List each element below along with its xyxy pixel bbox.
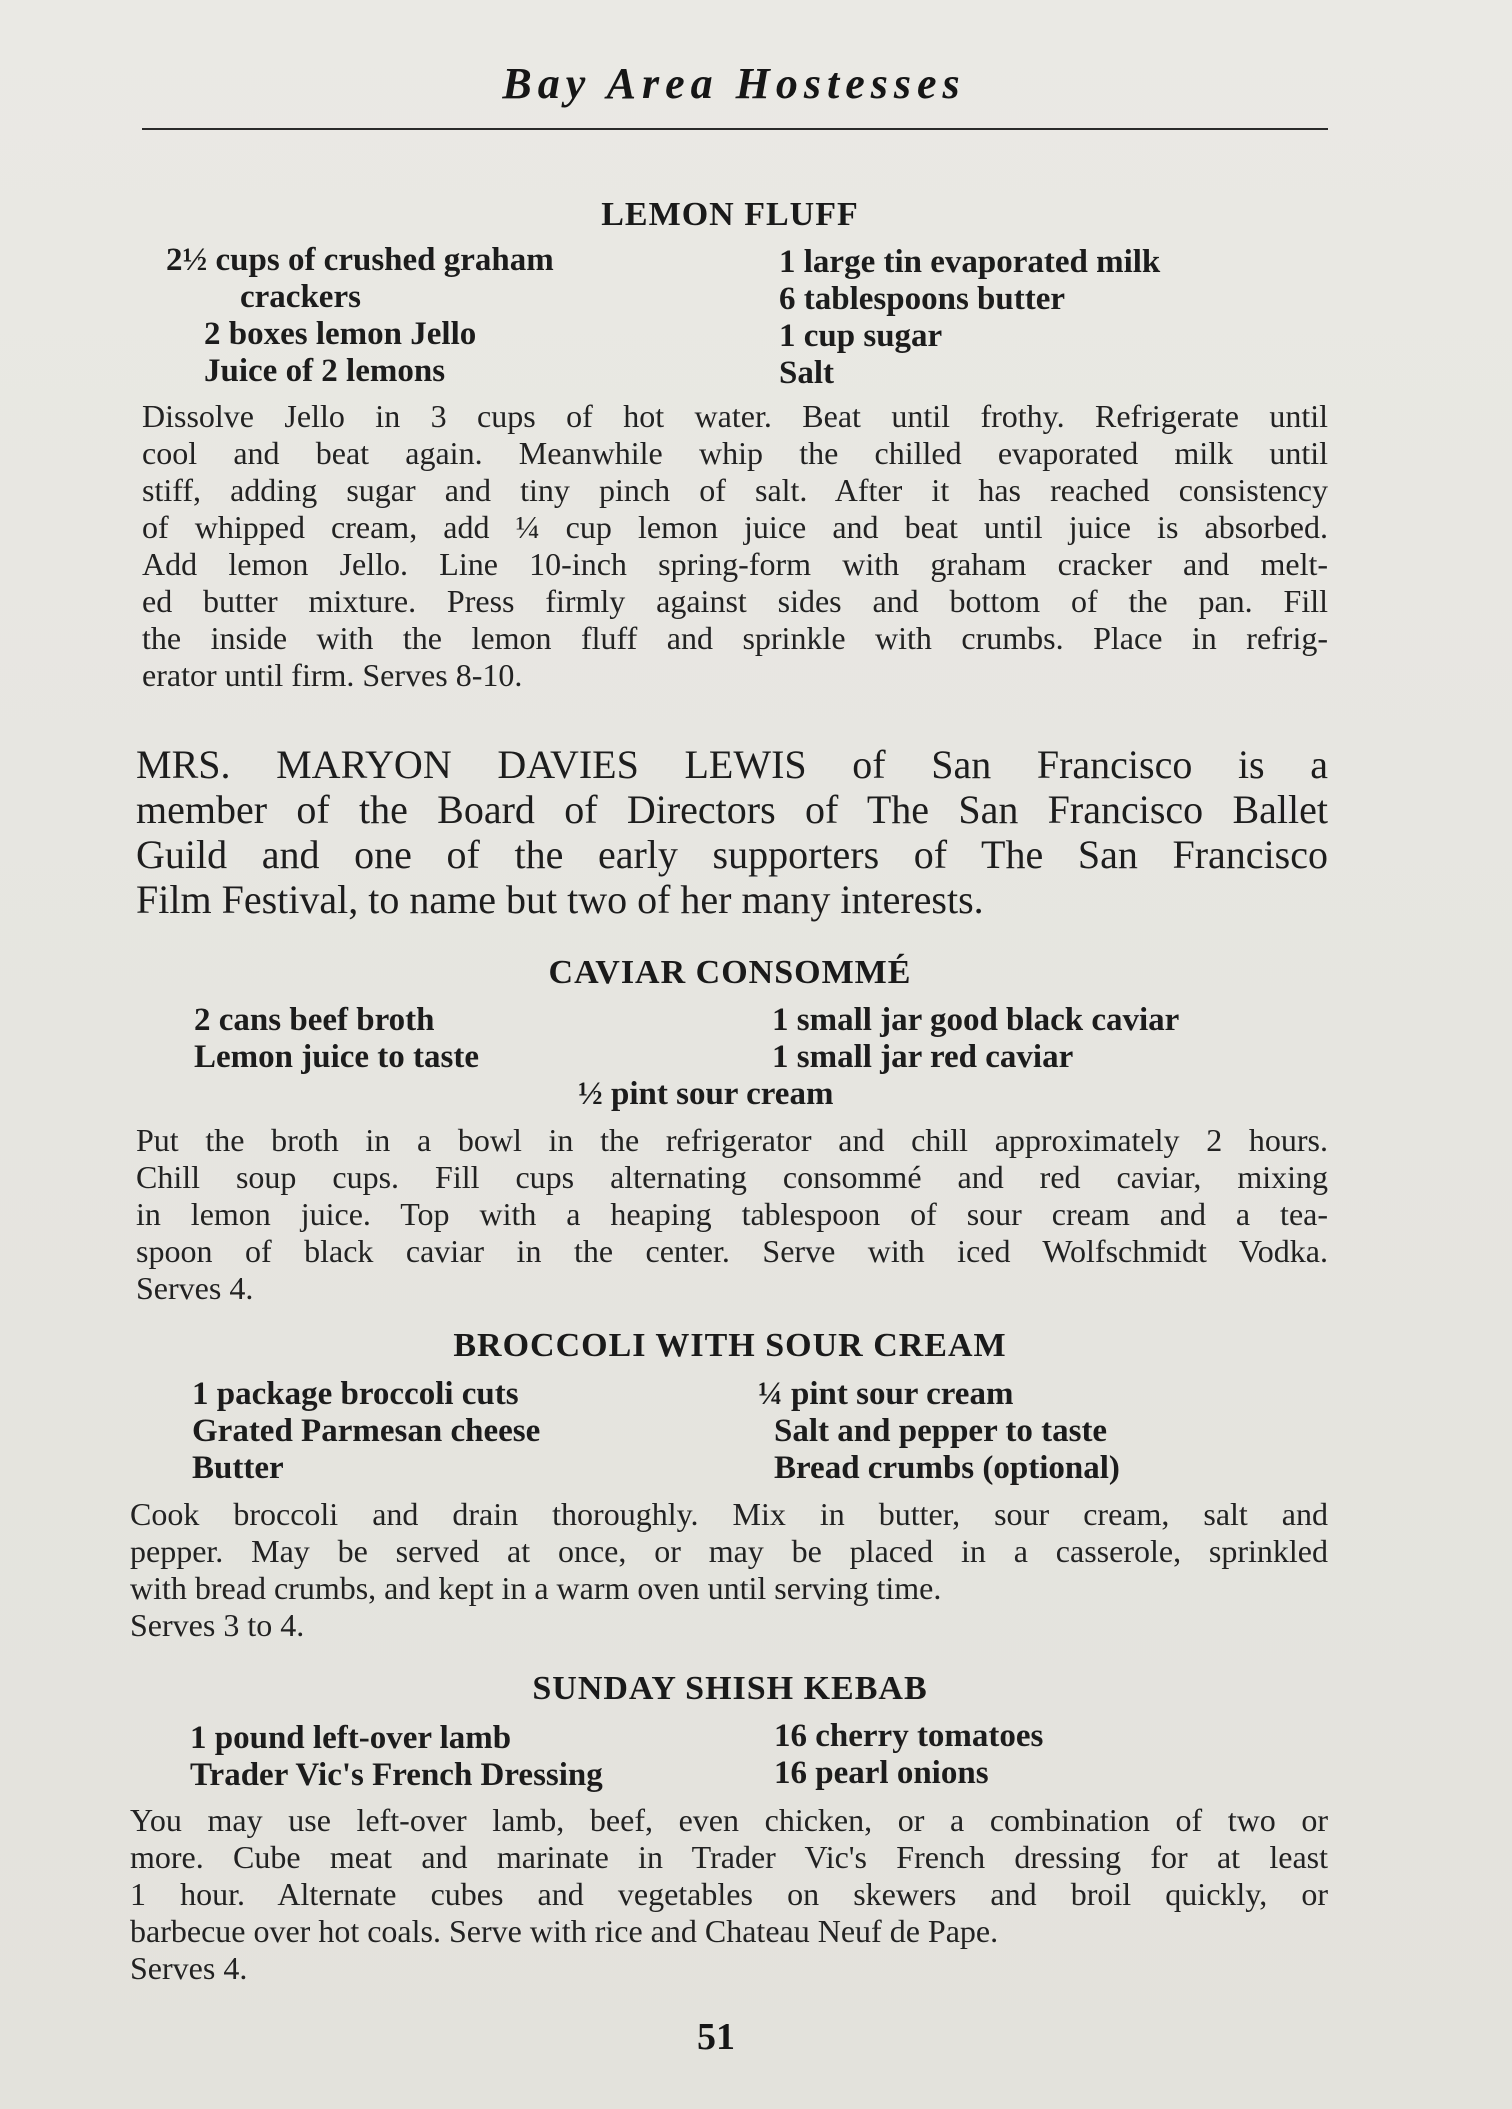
ingredients-left-broccoli (192, 1376, 540, 1487)
ingredient: 16 cherry tomatoes (774, 1718, 1044, 1754)
ingredients-right-broccoli (758, 1376, 1120, 1487)
direction-line: in lemon juice. Top with a heaping tablespoon of sour cream and a tea- (136, 1196, 1328, 1232)
recipe-title-caviar-consomme: CAVIAR CONSOMMÉ (548, 954, 912, 991)
ingredient: 2½ cups of crushed graham (166, 242, 554, 278)
direction-line: ed butter mixture. Press firmly against sides and bottom of the pan. Fill (142, 583, 1328, 619)
ingredient: ¼ pint sour cream (758, 1376, 1014, 1412)
ingredients-left-shish-kebab (190, 1720, 603, 1794)
ingredient: Butter (192, 1450, 284, 1486)
intro-line: MRS. MARYON DAVIES LEWIS of San Francisco is a (136, 742, 1328, 787)
recipe-title-lemon-fluff: LEMON FLUFF (601, 196, 859, 233)
ingredients-left-caviar-consomme (194, 1002, 479, 1076)
direction-line: more. Cube meat and marinate in Trader Vic's French dressing for at least (130, 1839, 1328, 1875)
directions-broccoli (130, 1496, 1328, 1644)
page-number: 51 (697, 2016, 735, 2058)
recipe-title-shish-kebab: SUNDAY SHISH KEBAB (532, 1670, 928, 1707)
intro-line: member of the Board of Directors of The San Francisco Ballet (136, 787, 1328, 832)
direction-line: with bread crumbs, and kept in a warm oven until serving time. (130, 1570, 942, 1606)
ingredient: Juice of 2 lemons (204, 353, 446, 389)
direction-line: stiff, adding sugar and tiny pinch of salt. After it has reached consistency (142, 472, 1328, 508)
direction-line: Chill soup cups. Fill cups alternating consommé and red caviar, mixing (136, 1159, 1328, 1195)
direction-line: Serves 3 to 4. (130, 1607, 305, 1643)
intro-line: Film Festival, to name but two of her many interests. (136, 877, 984, 922)
ingredient: 1 package broccoli cuts (192, 1376, 519, 1412)
ingredients-right-shish-kebab (774, 1718, 1043, 1792)
direction-line: the inside with the lemon fluff and sprinkle with crumbs. Place in refrig- (142, 620, 1328, 656)
ingredient: 1 small jar good black caviar (772, 1002, 1180, 1038)
direction-line: Add lemon Jello. Line 10-inch spring-form with graham cracker and melt- (142, 546, 1328, 582)
ingredient: 2 cans beef broth (194, 1002, 435, 1038)
direction-line: Put the broth in a bowl in the refrigerator and chill approximately 2 hours. (136, 1122, 1328, 1158)
ingredient: Salt and pepper to taste (774, 1413, 1108, 1449)
ingredient: 2 boxes lemon Jello (204, 316, 477, 352)
ingredient: Trader Vic's French Dressing (190, 1757, 603, 1793)
ingredient: 1 small jar red caviar (772, 1039, 1074, 1075)
ingredients-right-caviar-consomme (772, 1002, 1179, 1076)
direction-line: 1 hour. Alternate cubes and vegetables on skewers and broil quickly, or (130, 1876, 1328, 1912)
running-head: Bay Area Hostesses (502, 59, 966, 108)
ingredient: Grated Parmesan cheese (192, 1413, 541, 1449)
ingredient: 1 pound left-over lamb (190, 1720, 512, 1756)
ingredient: 6 tablespoons butter (779, 281, 1066, 317)
direction-line: pepper. May be served at once, or may be placed in a casserole, sprinkled (130, 1533, 1328, 1569)
directions-shish-kebab (130, 1802, 1328, 1987)
ingredient: crackers (240, 279, 361, 315)
direction-line: Serves 4. (130, 1950, 248, 1986)
ingredients-left-lemon-fluff (166, 242, 554, 390)
direction-line: spoon of black caviar in the center. Serve with iced Wolfschmidt Vodka. (136, 1233, 1328, 1269)
direction-line: cool and beat again. Meanwhile whip the chilled evaporated milk until (142, 435, 1328, 471)
ingredient: 1 large tin evaporated milk (779, 244, 1161, 280)
direction-line: Cook broccoli and drain thoroughly. Mix in butter, sour cream, salt and (130, 1496, 1328, 1532)
ingredient: 1 cup sugar (779, 318, 943, 354)
ingredient: Salt (779, 355, 835, 391)
directions-caviar-consomme (136, 1122, 1328, 1307)
direction-line: of whipped cream, add ¼ cup lemon juice and beat until juice is absorbed. (142, 509, 1328, 545)
ingredient: 16 pearl onions (774, 1755, 989, 1791)
ingredient: Lemon juice to taste (194, 1039, 480, 1075)
direction-line: You may use left-over lamb, beef, even chicken, or a combination of two or (130, 1802, 1328, 1838)
intro-line: Guild and one of the early supporters of The San Francisco (136, 832, 1328, 877)
ingredient-center-caviar-consomme: ½ pint sour cream (578, 1076, 834, 1112)
ingredient: Bread crumbs (optional) (774, 1450, 1120, 1486)
header-rule (142, 128, 1328, 130)
ingredients-right-lemon-fluff (779, 244, 1160, 392)
direction-line: Dissolve Jello in 3 cups of hot water. Beat until frothy. Refrigerate until (142, 398, 1328, 434)
direction-line: Serves 4. (136, 1270, 254, 1306)
hostess-intro (136, 742, 1328, 922)
recipe-title-broccoli: BROCCOLI WITH SOUR CREAM (453, 1327, 1007, 1364)
directions-lemon-fluff (142, 398, 1328, 694)
direction-line: erator until firm. Serves 8-10. (142, 657, 523, 693)
direction-line: barbecue over hot coals. Serve with rice and Chateau Neuf de Pape. (130, 1913, 999, 1949)
